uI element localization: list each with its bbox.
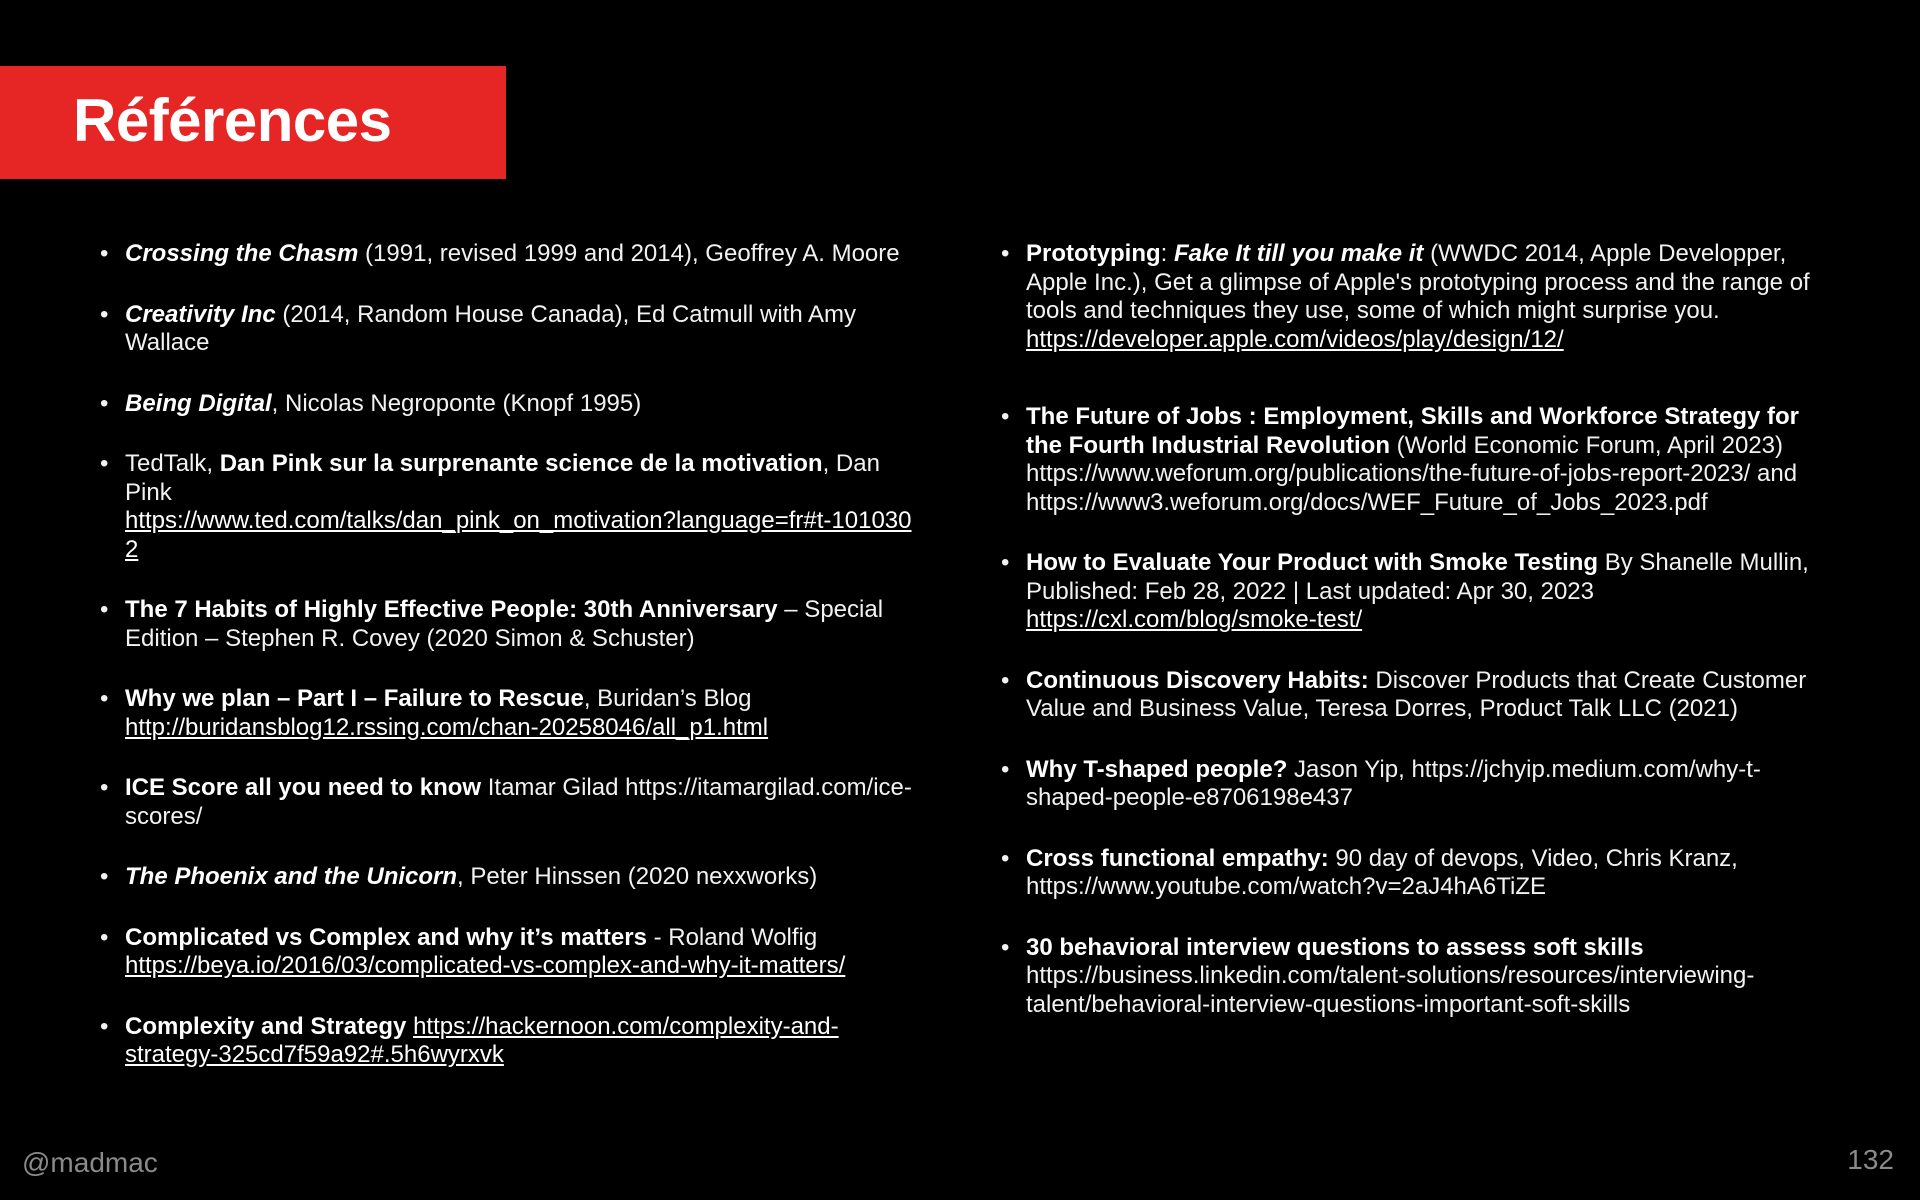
bullet-icon: • — [1001, 755, 1010, 783]
reference-title: Why we plan – Part I – Failure to Rescue — [125, 685, 584, 712]
reference-item — [100, 774, 920, 831]
reference-details: (1991, revised 1999 and 2014), Geoffrey A. Moore — [358, 240, 900, 267]
reference-title: Cross functional empathy: — [1026, 844, 1329, 872]
reference-link[interactable]: https://cxl.com/blog/smoke-test/ — [1026, 606, 1363, 633]
reference-title: The Phoenix and the Unicorn — [125, 863, 458, 890]
reference-link[interactable]: http://buridansblog12.rssing.com/chan-20258046/all_p1.html — [125, 713, 769, 741]
bullet-icon: • — [100, 863, 109, 890]
reference-title: ICE Score all you need to know — [125, 774, 482, 801]
bullet-icon: • — [1001, 240, 1010, 267]
reference-title: How to Evaluate Your Product with Smoke Testing — [1026, 549, 1599, 576]
references-left-column — [100, 240, 920, 1070]
bullet-icon: • — [100, 450, 109, 477]
reference-details: Itamar Gilad https://itamargilad.com/ice-scores/ — [125, 774, 912, 830]
reference-details: , Dan Pink — [125, 450, 880, 506]
page-title: Références — [73, 87, 392, 154]
reference-title: Crossing the Chasm — [125, 240, 359, 267]
reference-item — [100, 301, 920, 358]
reference-item — [100, 240, 920, 269]
reference-subtitle: Fake It till you make it — [1174, 240, 1424, 267]
reference-link[interactable]: https://www.ted.com/talks/dan_pink_on_motivation?language=fr#t-1010302 — [125, 507, 912, 563]
reference-link[interactable]: https://beya.io/2016/03/complicated-vs-complex-and-why-it-matters/ — [125, 952, 846, 979]
author-handle: @madmac — [22, 1147, 158, 1178]
reference-details: , Nicolas Negroponte (Knopf 1995) — [271, 389, 642, 417]
reference-title: Prototyping — [1026, 240, 1161, 267]
bullet-icon: • — [100, 240, 109, 267]
reference-item — [100, 863, 920, 892]
bullet-icon: • — [1001, 403, 1010, 430]
bullet-icon: • — [100, 596, 109, 623]
bullet-icon: • — [100, 389, 109, 417]
reference-prefix: TedTalk, — [125, 450, 220, 477]
reference-item — [1001, 403, 1831, 517]
reference-item — [100, 685, 920, 742]
reference-details: 90 day of devops, Video, Chris Kranz, https://www.youtube.com/watch?v=2aJ4hA6TiZE — [1026, 844, 1738, 900]
reference-title: Dan Pink sur la surprenante science de la motivation — [219, 450, 823, 477]
reference-item — [100, 450, 920, 564]
reference-item — [100, 596, 920, 653]
reference-title: 30 behavioral interview questions to assess soft skills — [1026, 933, 1644, 961]
reference-item — [1001, 934, 1831, 1020]
reference-title: Being Digital — [125, 389, 272, 417]
bullet-icon: • — [1001, 933, 1010, 961]
page-number: 132 — [1847, 1144, 1894, 1175]
reference-details: https://business.linkedin.com/talent-solutions/resources/interviewing-talent/behavioral-interview-questions-important-soft-skills — [1026, 962, 1755, 1018]
bullet-icon: • — [100, 685, 109, 712]
reference-item — [100, 924, 920, 981]
reference-details: (WWDC 2014, Apple Developper, Apple Inc.), Get a glimpse of Apple's prototyping process and the range of tools and techniques they use, some of which might surprise you. — [1026, 240, 1810, 324]
reference-details: Jason Yip, https://jchyip.medium.com/why-t-shaped-people-e8706198e437 — [1026, 755, 1761, 811]
reference-details: Discover Products that Create Customer Value and Business Value, Teresa Dorres, Product Talk LLC (2021) — [1026, 666, 1807, 722]
reference-link[interactable]: https://developer.apple.com/videos/play/design/12/ — [1026, 325, 1564, 353]
bullet-icon: • — [100, 1012, 109, 1040]
reference-details: (World Economic Forum, April 2023) https://www.weforum.org/publications/the-future-of-jobs-report-2023/ and https://www3.weforum.org/docs/WEF_Future_of_Jobs_2023.pdf — [1026, 431, 1798, 516]
reference-item — [100, 1013, 920, 1070]
reference-title: Complicated vs Complex and why it’s matters — [125, 923, 647, 951]
reference-details: , Buridan’s Blog — [583, 685, 752, 712]
reference-title: The Future of Jobs : Employment, Skills and Workforce Strategy for the Fourth Industrial Revolution — [1026, 403, 1800, 459]
reference-separator: : — [1160, 240, 1174, 267]
bullet-icon: • — [100, 774, 109, 801]
reference-item — [1001, 549, 1831, 635]
reference-details: (2014, Random House Canada), Ed Catmull with Amy Wallace — [125, 300, 857, 356]
bullet-icon: • — [1001, 549, 1010, 576]
reference-details: - Roland Wolfig — [646, 923, 818, 951]
reference-link[interactable]: https://hackernoon.com/complexity-and-strategy-325cd7f59a92#.5h6wyrxvk — [125, 1012, 839, 1068]
reference-details: , Peter Hinssen (2020 nexxworks) — [457, 863, 818, 890]
reference-item — [100, 390, 920, 419]
bullet-icon: • — [100, 300, 109, 328]
bullet-icon: • — [1001, 666, 1010, 694]
reference-item — [1001, 845, 1831, 902]
reference-details: – Special Edition – Stephen R. Covey (2020 Simon & Schuster) — [125, 596, 884, 652]
bullet-icon: • — [100, 923, 109, 951]
reference-title: Continuous Discovery Habits: — [1026, 666, 1369, 694]
reference-item — [1001, 667, 1831, 724]
reference-title: Complexity and Strategy — [125, 1012, 407, 1040]
reference-item — [1001, 240, 1831, 354]
reference-details: By Shanelle Mullin, Published: Feb 28, 2022 | Last updated: Apr 30, 2023 — [1026, 549, 1809, 605]
bullet-icon: • — [1001, 844, 1010, 872]
reference-title: Creativity Inc — [125, 300, 276, 328]
references-right-column — [1001, 240, 1831, 1019]
reference-item — [1001, 756, 1831, 813]
title-banner — [0, 66, 506, 179]
reference-title: The 7 Habits of Highly Effective People: 30th Anniversary — [125, 596, 778, 623]
reference-title: Why T-shaped people? — [1026, 755, 1288, 783]
